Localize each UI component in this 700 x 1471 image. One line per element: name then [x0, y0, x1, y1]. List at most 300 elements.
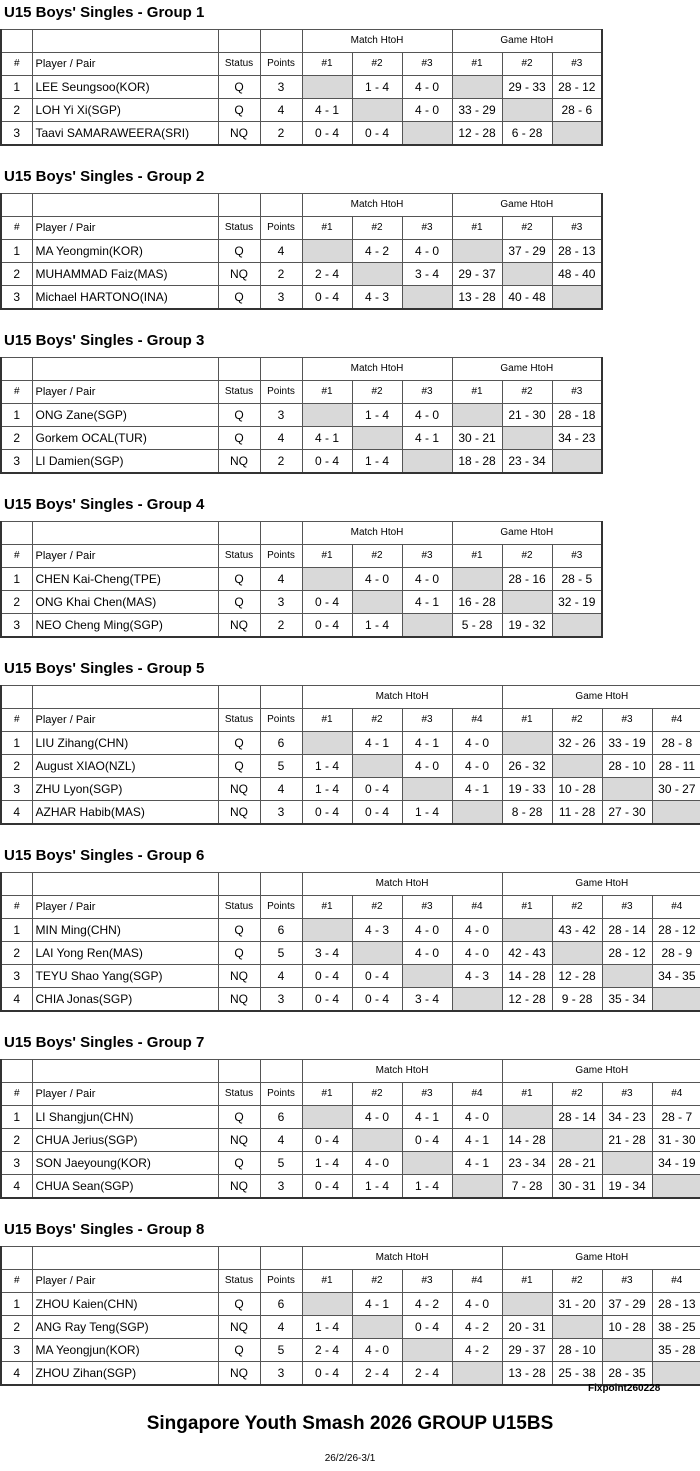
match-htoh-cell [402, 1152, 452, 1175]
game-htoh-cell [602, 1339, 652, 1362]
header-player: Player / Pair [32, 53, 218, 76]
table-row [1, 732, 700, 755]
game-htoh-cell: 34 - 35 [652, 965, 700, 988]
header-player: Player / Pair [32, 709, 218, 732]
rank-cell: 1 [1, 240, 32, 263]
header-col: #4 [652, 896, 700, 919]
player-cell: LEE Seungsoo(KOR) [32, 76, 218, 99]
header-col: #4 [452, 709, 502, 732]
header-match-htoh: Match HtoH [302, 686, 502, 709]
header-col: #3 [402, 709, 452, 732]
match-htoh-cell: 4 - 2 [352, 240, 402, 263]
header-match-htoh: Match HtoH [302, 1060, 502, 1083]
match-htoh-cell: 4 - 0 [452, 732, 502, 755]
table-row [1, 99, 602, 122]
game-htoh-cell [602, 778, 652, 801]
game-htoh-cell: 29 - 37 [452, 263, 502, 286]
game-htoh-cell [452, 240, 502, 263]
match-htoh-cell: 0 - 4 [302, 591, 352, 614]
points-cell: 2 [260, 614, 302, 638]
status-cell: NQ [218, 778, 260, 801]
player-cell: MIN Ming(CHN) [32, 919, 218, 942]
header-status: Status [218, 545, 260, 568]
match-htoh-cell [302, 76, 352, 99]
game-htoh-cell: 28 - 8 [652, 732, 700, 755]
header-points: Points [260, 53, 302, 76]
match-htoh-cell: 4 - 0 [352, 1152, 402, 1175]
match-htoh-cell [402, 614, 452, 638]
header-blank [260, 873, 302, 896]
game-htoh-cell [502, 732, 552, 755]
header-col: #3 [552, 545, 602, 568]
match-htoh-cell: 4 - 1 [352, 1293, 402, 1316]
header-status: Status [218, 217, 260, 240]
player-cell: ZHOU Kaien(CHN) [32, 1293, 218, 1316]
player-cell: ONG Khai Chen(MAS) [32, 591, 218, 614]
header-match-htoh: Match HtoH [302, 30, 452, 53]
header-status: Status [218, 381, 260, 404]
rank-cell: 2 [1, 1316, 32, 1339]
game-htoh-cell [602, 965, 652, 988]
rank-cell: 3 [1, 286, 32, 310]
header-blank [260, 194, 302, 217]
group-title: U15 Boys' Singles - Group 1 [4, 4, 205, 21]
header-blank [218, 686, 260, 709]
fixpoint-label: Fixpoint260228 [588, 1383, 661, 1394]
status-cell: NQ [218, 122, 260, 146]
group-table [0, 1246, 700, 1386]
match-htoh-cell [352, 1316, 402, 1339]
status-cell: Q [218, 427, 260, 450]
game-htoh-cell [602, 1152, 652, 1175]
match-htoh-cell [352, 755, 402, 778]
game-htoh-cell [552, 450, 602, 474]
player-cell: CHUA Sean(SGP) [32, 1175, 218, 1199]
game-htoh-cell: 11 - 28 [552, 801, 602, 825]
game-htoh-cell: 23 - 34 [502, 1152, 552, 1175]
header-number: # [1, 896, 32, 919]
game-htoh-cell: 30 - 31 [552, 1175, 602, 1199]
match-htoh-cell: 4 - 0 [402, 919, 452, 942]
header-col: #3 [402, 53, 452, 76]
header-number: # [1, 1270, 32, 1293]
group-title: U15 Boys' Singles - Group 6 [4, 847, 205, 864]
header-col: #3 [552, 217, 602, 240]
status-cell: NQ [218, 801, 260, 825]
game-htoh-cell [552, 755, 602, 778]
points-cell: 6 [260, 1293, 302, 1316]
match-htoh-cell: 0 - 4 [302, 1175, 352, 1199]
status-cell: NQ [218, 450, 260, 474]
match-htoh-cell: 0 - 4 [402, 1316, 452, 1339]
match-htoh-cell: 3 - 4 [302, 942, 352, 965]
header-player: Player / Pair [32, 1083, 218, 1106]
player-cell: ZHOU Zihan(SGP) [32, 1362, 218, 1386]
header-status: Status [218, 53, 260, 76]
game-htoh-cell: 28 - 12 [652, 919, 700, 942]
status-cell: Q [218, 919, 260, 942]
game-htoh-cell [502, 591, 552, 614]
header-game-htoh: Game HtoH [452, 30, 602, 53]
player-cell: NEO Cheng Ming(SGP) [32, 614, 218, 638]
table-row [1, 755, 700, 778]
player-cell: LI Damien(SGP) [32, 450, 218, 474]
rank-cell: 1 [1, 732, 32, 755]
match-htoh-cell: 2 - 4 [352, 1362, 402, 1386]
header-col: #2 [552, 1083, 602, 1106]
rank-cell: 4 [1, 1175, 32, 1199]
points-cell: 4 [260, 965, 302, 988]
status-cell: NQ [218, 1175, 260, 1199]
game-htoh-cell: 16 - 28 [452, 591, 502, 614]
rank-cell: 3 [1, 614, 32, 638]
header-game-htoh: Game HtoH [452, 194, 602, 217]
match-htoh-cell [302, 732, 352, 755]
header-blank [1, 194, 32, 217]
match-htoh-cell: 2 - 4 [302, 263, 352, 286]
match-htoh-cell [352, 427, 402, 450]
table-row [1, 263, 602, 286]
match-htoh-cell: 1 - 4 [302, 1316, 352, 1339]
header-blank [260, 522, 302, 545]
header-col: #2 [552, 709, 602, 732]
header-blank [1, 686, 32, 709]
game-htoh-cell: 14 - 28 [502, 1129, 552, 1152]
points-cell: 3 [260, 286, 302, 310]
game-htoh-cell [552, 122, 602, 146]
match-htoh-cell: 0 - 4 [302, 1362, 352, 1386]
group-table [0, 29, 603, 146]
player-cell: ANG Ray Teng(SGP) [32, 1316, 218, 1339]
header-blank [32, 1060, 218, 1083]
header-col: #3 [552, 53, 602, 76]
group-title: U15 Boys' Singles - Group 8 [4, 1221, 205, 1238]
header-status: Status [218, 1270, 260, 1293]
header-col: #4 [452, 1083, 502, 1106]
points-cell: 3 [260, 1362, 302, 1386]
match-htoh-cell: 4 - 0 [452, 942, 502, 965]
game-htoh-cell: 28 - 13 [552, 240, 602, 263]
header-player: Player / Pair [32, 217, 218, 240]
match-htoh-cell [302, 568, 352, 591]
rank-cell: 3 [1, 965, 32, 988]
match-htoh-cell: 4 - 3 [352, 919, 402, 942]
game-htoh-cell [552, 614, 602, 638]
status-cell: Q [218, 755, 260, 778]
header-status: Status [218, 1083, 260, 1106]
match-htoh-cell: 4 - 0 [402, 240, 452, 263]
game-htoh-cell [552, 286, 602, 310]
match-htoh-cell: 1 - 4 [352, 76, 402, 99]
header-blank [260, 30, 302, 53]
match-htoh-cell: 3 - 4 [402, 988, 452, 1012]
match-htoh-cell [452, 801, 502, 825]
header-col: #1 [452, 217, 502, 240]
header-col: #2 [352, 53, 402, 76]
header-col: #2 [352, 709, 402, 732]
rank-cell: 2 [1, 1129, 32, 1152]
game-htoh-cell [652, 801, 700, 825]
status-cell: Q [218, 1106, 260, 1129]
status-cell: Q [218, 1339, 260, 1362]
header-col: #1 [302, 1083, 352, 1106]
points-cell: 3 [260, 591, 302, 614]
header-col: #3 [402, 545, 452, 568]
rank-cell: 2 [1, 755, 32, 778]
game-htoh-cell [502, 919, 552, 942]
game-htoh-cell: 34 - 23 [602, 1106, 652, 1129]
game-htoh-cell [552, 1316, 602, 1339]
header-player: Player / Pair [32, 1270, 218, 1293]
table-row [1, 591, 602, 614]
table-row [1, 240, 602, 263]
game-htoh-cell: 28 - 16 [502, 568, 552, 591]
game-htoh-cell: 28 - 10 [552, 1339, 602, 1362]
match-htoh-cell: 0 - 4 [352, 965, 402, 988]
match-htoh-cell: 4 - 0 [452, 755, 502, 778]
game-htoh-cell: 31 - 20 [552, 1293, 602, 1316]
game-htoh-cell: 37 - 29 [602, 1293, 652, 1316]
match-htoh-cell [402, 450, 452, 474]
table-row [1, 1293, 700, 1316]
game-htoh-cell [652, 1175, 700, 1199]
header-player: Player / Pair [32, 545, 218, 568]
match-htoh-cell [352, 942, 402, 965]
table-row [1, 76, 602, 99]
match-htoh-cell: 1 - 4 [402, 1175, 452, 1199]
table-row [1, 1175, 700, 1199]
table-row [1, 1362, 700, 1386]
match-htoh-cell: 4 - 0 [452, 1293, 502, 1316]
header-blank [260, 1060, 302, 1083]
header-col: #2 [502, 217, 552, 240]
game-htoh-cell: 30 - 21 [452, 427, 502, 450]
header-col: #1 [502, 896, 552, 919]
match-htoh-cell [402, 1339, 452, 1362]
header-points: Points [260, 1270, 302, 1293]
game-htoh-cell: 33 - 19 [602, 732, 652, 755]
game-htoh-cell: 7 - 28 [502, 1175, 552, 1199]
header-col: #1 [452, 381, 502, 404]
match-htoh-cell: 4 - 1 [402, 732, 452, 755]
points-cell: 3 [260, 1175, 302, 1199]
rank-cell: 4 [1, 801, 32, 825]
match-htoh-cell: 0 - 4 [302, 1129, 352, 1152]
player-cell: MA Yeongjun(KOR) [32, 1339, 218, 1362]
header-col: #3 [402, 896, 452, 919]
group-title: U15 Boys' Singles - Group 2 [4, 168, 205, 185]
header-game-htoh: Game HtoH [502, 1060, 700, 1083]
game-htoh-cell: 25 - 38 [552, 1362, 602, 1386]
game-htoh-cell: 29 - 33 [502, 76, 552, 99]
header-blank [218, 358, 260, 381]
table-row [1, 1316, 700, 1339]
player-cell: AZHAR Habib(MAS) [32, 801, 218, 825]
group-table [0, 193, 603, 310]
game-htoh-cell [652, 988, 700, 1012]
match-htoh-cell [352, 99, 402, 122]
game-htoh-cell: 27 - 30 [602, 801, 652, 825]
table-row [1, 778, 700, 801]
rank-cell: 2 [1, 427, 32, 450]
header-points: Points [260, 709, 302, 732]
game-htoh-cell: 19 - 34 [602, 1175, 652, 1199]
status-cell: Q [218, 240, 260, 263]
match-htoh-cell [352, 591, 402, 614]
header-points: Points [260, 896, 302, 919]
group-title: U15 Boys' Singles - Group 3 [4, 332, 205, 349]
game-htoh-cell: 28 - 14 [552, 1106, 602, 1129]
status-cell: NQ [218, 965, 260, 988]
game-htoh-cell: 28 - 13 [652, 1293, 700, 1316]
status-cell: Q [218, 568, 260, 591]
header-number: # [1, 709, 32, 732]
header-blank [218, 522, 260, 545]
game-htoh-cell: 19 - 33 [502, 778, 552, 801]
game-htoh-cell: 48 - 40 [552, 263, 602, 286]
match-htoh-cell: 1 - 4 [302, 778, 352, 801]
header-col: #1 [302, 217, 352, 240]
group-title: U15 Boys' Singles - Group 4 [4, 496, 205, 513]
game-htoh-cell: 34 - 19 [652, 1152, 700, 1175]
table-row [1, 286, 602, 310]
match-htoh-cell: 4 - 1 [302, 427, 352, 450]
game-htoh-cell: 37 - 29 [502, 240, 552, 263]
game-htoh-cell: 28 - 6 [552, 99, 602, 122]
header-blank [1, 873, 32, 896]
points-cell: 4 [260, 99, 302, 122]
player-cell: Michael HARTONO(INA) [32, 286, 218, 310]
rank-cell: 3 [1, 122, 32, 146]
status-cell: NQ [218, 614, 260, 638]
table-row [1, 942, 700, 965]
table-row [1, 568, 602, 591]
match-htoh-cell: 4 - 0 [452, 919, 502, 942]
match-htoh-cell: 0 - 4 [352, 801, 402, 825]
header-blank [218, 1247, 260, 1270]
header-blank [32, 194, 218, 217]
match-htoh-cell: 0 - 4 [302, 450, 352, 474]
game-htoh-cell: 20 - 31 [502, 1316, 552, 1339]
header-col: #3 [602, 1270, 652, 1293]
rank-cell: 2 [1, 591, 32, 614]
match-htoh-cell: 4 - 3 [352, 286, 402, 310]
header-game-htoh: Game HtoH [502, 686, 700, 709]
group-title: U15 Boys' Singles - Group 7 [4, 1034, 205, 1051]
status-cell: Q [218, 286, 260, 310]
points-cell: 4 [260, 427, 302, 450]
game-htoh-cell: 35 - 34 [602, 988, 652, 1012]
header-col: #3 [552, 381, 602, 404]
header-col: #2 [352, 1270, 402, 1293]
rank-cell: 1 [1, 76, 32, 99]
status-cell: NQ [218, 263, 260, 286]
points-cell: 4 [260, 778, 302, 801]
points-cell: 2 [260, 450, 302, 474]
header-match-htoh: Match HtoH [302, 522, 452, 545]
game-htoh-cell: 28 - 7 [652, 1106, 700, 1129]
match-htoh-cell [302, 404, 352, 427]
header-col: #1 [302, 709, 352, 732]
player-cell: CHUA Jerius(SGP) [32, 1129, 218, 1152]
match-htoh-cell: 1 - 4 [352, 1175, 402, 1199]
header-status: Status [218, 709, 260, 732]
points-cell: 3 [260, 801, 302, 825]
header-blank [32, 30, 218, 53]
player-cell: LIU Zihang(CHN) [32, 732, 218, 755]
header-number: # [1, 1083, 32, 1106]
status-cell: Q [218, 99, 260, 122]
game-htoh-cell: 28 - 10 [602, 755, 652, 778]
player-cell: SON Jaeyoung(KOR) [32, 1152, 218, 1175]
match-htoh-cell: 4 - 2 [452, 1316, 502, 1339]
game-htoh-cell: 28 - 9 [652, 942, 700, 965]
game-htoh-cell: 35 - 28 [652, 1339, 700, 1362]
header-col: #1 [302, 53, 352, 76]
header-number: # [1, 217, 32, 240]
header-col: #2 [502, 53, 552, 76]
rank-cell: 3 [1, 1152, 32, 1175]
game-htoh-cell [452, 404, 502, 427]
header-blank [218, 1060, 260, 1083]
header-match-htoh: Match HtoH [302, 358, 452, 381]
status-cell: NQ [218, 1129, 260, 1152]
match-htoh-cell: 4 - 1 [402, 427, 452, 450]
rank-cell: 2 [1, 942, 32, 965]
player-cell: ZHU Lyon(SGP) [32, 778, 218, 801]
header-match-htoh: Match HtoH [302, 1247, 502, 1270]
game-htoh-cell: 13 - 28 [452, 286, 502, 310]
points-cell: 4 [260, 1129, 302, 1152]
rank-cell: 2 [1, 263, 32, 286]
game-htoh-cell [652, 1362, 700, 1386]
header-col: #2 [352, 381, 402, 404]
game-htoh-cell: 28 - 11 [652, 755, 700, 778]
header-col: #1 [502, 1270, 552, 1293]
game-htoh-cell: 18 - 28 [452, 450, 502, 474]
game-htoh-cell: 31 - 30 [652, 1129, 700, 1152]
header-col: #1 [502, 1083, 552, 1106]
group-table [0, 685, 700, 825]
match-htoh-cell [452, 1362, 502, 1386]
group-table [0, 872, 700, 1012]
header-blank [218, 194, 260, 217]
header-blank [218, 30, 260, 53]
event-date: 26/2/26-3/1 [324, 1453, 376, 1464]
header-match-htoh: Match HtoH [302, 873, 502, 896]
table-row [1, 1152, 700, 1175]
header-blank [1, 522, 32, 545]
points-cell: 4 [260, 1316, 302, 1339]
header-col: #2 [552, 1270, 602, 1293]
header-col: #3 [402, 217, 452, 240]
group-table [0, 357, 603, 474]
game-htoh-cell: 38 - 25 [652, 1316, 700, 1339]
match-htoh-cell: 0 - 4 [302, 965, 352, 988]
group-table [0, 1059, 700, 1199]
header-points: Points [260, 381, 302, 404]
match-htoh-cell: 4 - 1 [452, 1152, 502, 1175]
header-col: #2 [352, 1083, 402, 1106]
player-cell: TEYU Shao Yang(SGP) [32, 965, 218, 988]
player-cell: LI Shangjun(CHN) [32, 1106, 218, 1129]
match-htoh-cell: 4 - 3 [452, 965, 502, 988]
points-cell: 6 [260, 919, 302, 942]
header-col: #4 [452, 1270, 502, 1293]
game-htoh-cell [502, 99, 552, 122]
game-htoh-cell: 23 - 34 [502, 450, 552, 474]
points-cell: 4 [260, 568, 302, 591]
